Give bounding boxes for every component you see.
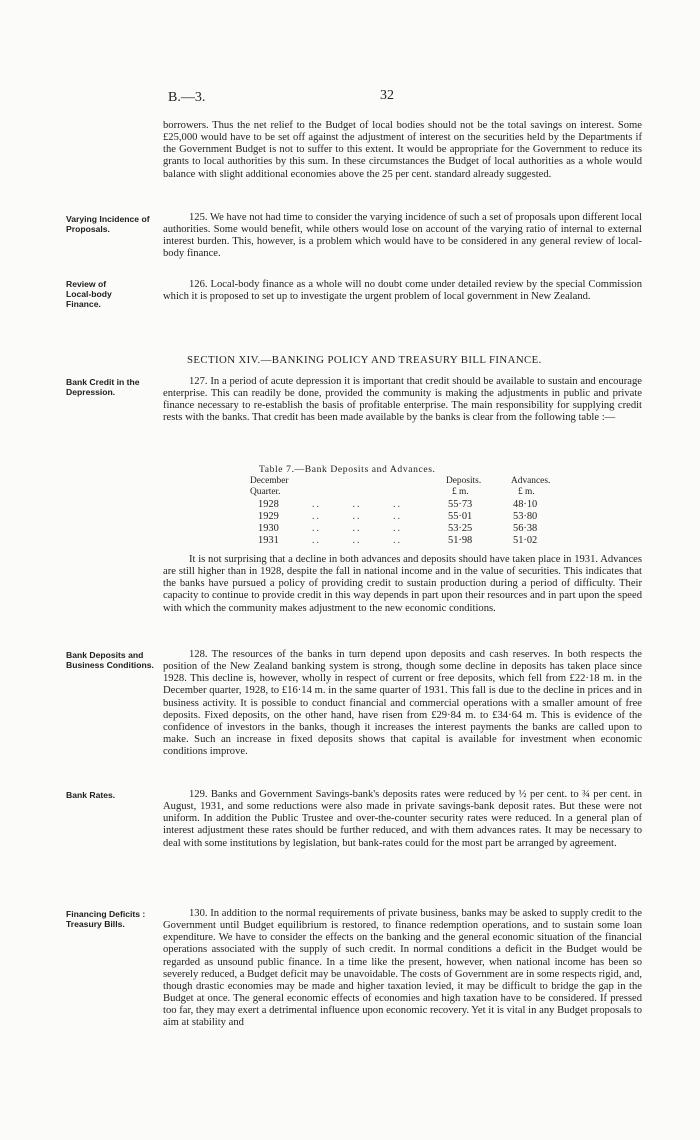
document-reference: B.—3. [168,90,206,105]
paragraph-after-table [163,554,642,615]
paragraph-text: It is not surprising that a decline in both advances and deposits should have taken place in 1931. Advances are still higher than in 1928, despite the fall in national income and in the value of securities. This indicates that the banks have pursued a policy of providing credit to sustain production during a period of difficulty. Their capacity to continue to provide credit in this way depends in part upon their resources and in part upon the speed with which the community makes adjustment to the new economic conditions. [163,554,642,614]
paragraph-127 [163,376,642,425]
paragraph-text: 126. Local-body finance as a whole will no doubt come under detailed review by the special Commission which it is proposed to set up to investigate the urgent problem of local government in New Zealand. [163,279,642,303]
table-cell-advances: 53·80 [513,511,538,522]
table-cell-deposits: 53·25 [448,523,473,534]
margin-note-bank-rates: Bank Rates. [66,790,116,800]
paragraph-text: 129. Banks and Government Savings-bank's deposits rates were reduced by ½ per cent. to ¾ per cent. in August, 1931, and some reductions were also made in private savings-bank deposit rates. But these were not uniform. In addition the Public Trustee and over-the-counter security rates were reduced. In a general plan of interest adjustment these rates should be further reduced, and with them advances rates. It may be necessary to deal with some institutions by legislation, but bank-rates could for the most part be arranged by agreement. [163,789,642,849]
table-cell-advances: 51·02 [513,535,538,546]
column-header-quarter-2: Quarter. [250,487,281,497]
margin-note-local-body-review: Review of Local-body Finance. [66,279,112,309]
paragraph-text: 127. In a period of acute depression it is important that credit should be available to sustain and encourage enterprise. This can readily be done, provided the community is making the adjustments in public and private finance necessary to re-establish the basis of profitable enterprise. The main responsibility for supplying credit rests with the banks. That credit has been made available by the banks is clear from the following table :— [163,376,642,424]
table-cell-deposits: 51·98 [448,535,473,546]
table-cell-deposits: 55·73 [448,499,473,510]
column-header-advances-1: Advances. [511,476,551,486]
column-header-quarter-1: December [250,476,289,486]
paragraph-128 [163,649,642,758]
margin-note-financing-deficits: Financing Deficits : Treasury Bills. [66,909,146,929]
table-cell-advances: 48·10 [513,499,538,510]
section-title: SECTION XIV.—BANKING POLICY AND TREASURY BILL FINANCE. [187,354,542,366]
leader-dots: .. .. .. [312,511,402,522]
paragraph-125 [163,212,642,261]
leader-dots: .. .. .. [312,499,402,510]
table-cell-year: 1930 [258,523,279,534]
table-cell-year: 1928 [258,499,279,510]
paragraph-126 [163,279,642,303]
paragraph-text: borrowers. Thus the net relief to the Budget of local bodies should not be the total savings on interest. Some £25,000 would have to be set off against the adjustment of interest on the securities held by the Departments if the Government Budget is not to suffer to this extent. It would be appropriate for the Government to reduce its grants to local authorities by this sum. In these circumstances the Budget of local authorities as a whole would balance with slight additional economies above the 25 per cent. standard already suggested. [163,120,642,180]
column-header-deposits-2: £ m. [452,487,469,497]
paragraph-text: 125. We have not had time to consider the varying incidence of such a set of proposals upon different local authorities. Some would benefit, while others would lose on account of the varying ratio of internal to external interest burden. This, however, is a problem which would have to be considered in any general review of local-body finance. [163,212,642,260]
paragraph-text: 130. In addition to the normal requirements of private business, banks may be asked to supply credit to the Government until Budget equilibrium is restored, to finance redemption operations, and to sustain some loan expenditure. We have to consider the effects on the banking and the general economic situation of the financial operations associated with the supply of such credit. In normal conditions a deficit in the Budget would be regarded as unsound public finance. In a time like the present, however, when national income has been so severely reduced, a Budget deficit may be unavoidable. The costs of Government are in some respects rigid, and, though drastic economies may be made and higher taxation levied, it may be difficult to bridge the gap in the Budget at once. The general economic effects of economies and high taxation have to be considered. If pressed too far, they may exert a detrimental influence upon economic recovery. Yet it is vital in any Budget proposals to aim at stability and [163,908,643,1029]
leader-dots: .. .. .. [312,535,402,546]
leader-dots: .. .. .. [312,523,402,534]
page-number: 32 [380,88,394,103]
column-header-deposits-1: Deposits. [446,476,482,486]
table-cell-advances: 56·38 [513,523,538,534]
paragraph-continued [163,120,642,181]
table-cell-year: 1931 [258,535,279,546]
column-header-advances-2: £ m. [518,487,535,497]
table-title: Table 7.—Bank Deposits and Advances. [259,464,436,475]
paragraph-129 [163,789,642,850]
table-cell-year: 1929 [258,511,279,522]
paragraph-text: 128. The resources of the banks in turn depend upon deposits and cash reserves. In both respects the position of the New Zealand banking system is strong, though some decline in deposits has taken place since 1928. This decline is, however, wholly in respect of current or free deposits, which fell from £22·18 m. in the December quarter, 1928, to £16·14 m. in the same quarter of 1931. This fall is due to the decline in prices and in business activity. It is possible to conduct financial and commercial operations with a smaller amount of free deposits. Fixed deposits, on the other hand, have risen from £29·84 m. to £34·64 m. This is evidence of the confidence of investors in the banks, though it increases the interest payments the banks are called upon to make. Such an increase in fixed deposits shows that capital is available for investment when economic conditions improve. [163,649,642,758]
paragraph-130 [163,908,642,1030]
table-cell-deposits: 55·01 [448,511,473,522]
margin-note-bank-credit: Bank Credit in the Depression. [66,377,140,397]
margin-note-varying-incidence: Varying Incidence of Proposals. [66,214,150,234]
margin-note-bank-deposits: Bank Deposits and Business Conditions. [66,650,154,670]
